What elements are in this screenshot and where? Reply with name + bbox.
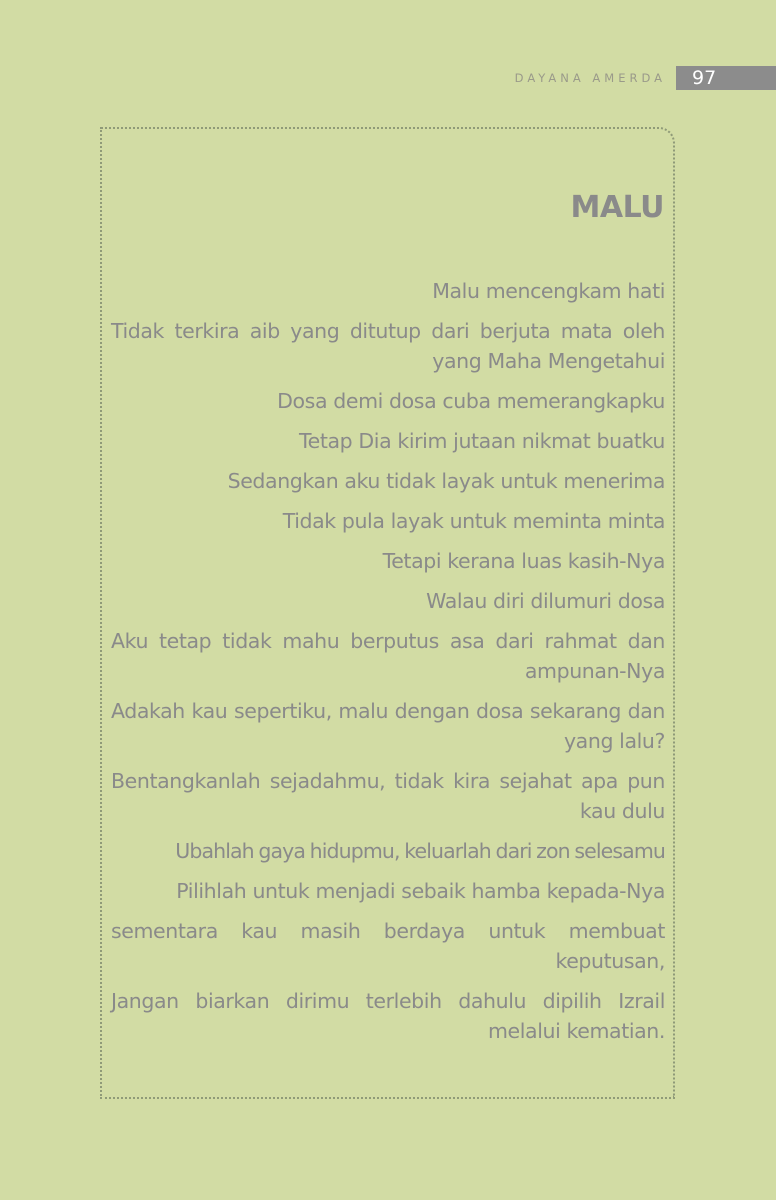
poem-line: Malu mencengkam hati xyxy=(432,279,665,303)
poem-line: Tidak terkira aib yang ditutup dari berjuta mata oleh yang Maha Mengetahui xyxy=(111,319,665,373)
poem-line: Pilihlah untuk menjadi sebaik hamba kepada-Nya xyxy=(176,879,665,903)
poem-line: Dosa demi dosa cuba memerangkapku xyxy=(277,389,665,413)
page-header xyxy=(0,66,776,90)
poem-line: Walau diri dilumuri dosa xyxy=(426,589,665,613)
poem-line: Aku tetap tidak mahu berputus asa dari rahmat dan ampunan-Nya xyxy=(111,629,665,683)
poem-line: Jangan biarkan dirimu terlebih dahulu dipilih Izrail melalui kematian. xyxy=(111,989,665,1043)
poem-line: Tidak pula layak untuk meminta minta xyxy=(282,509,665,533)
poem-body xyxy=(111,276,665,1056)
poem-line: Ubahlah gaya hidupmu, keluarlah dari zon selesamu xyxy=(175,839,665,863)
poem-title: MALU xyxy=(570,190,664,225)
page-number: 97 xyxy=(692,67,717,89)
poem-line: Adakah kau sepertiku, malu dengan dosa sekarang dan yang lalu? xyxy=(111,699,665,753)
poem-line: Bentangkanlah sejadahmu, tidak kira sejahat apa pun kau dulu xyxy=(111,769,665,823)
poem-line: Tetap Dia kirim jutaan nikmat buatku xyxy=(299,429,665,453)
poem-line: Tetapi kerana luas kasih-Nya xyxy=(382,549,665,573)
poem-line: sementara kau masih berdaya untuk membuat keputusan, xyxy=(111,919,665,973)
page-number-badge xyxy=(676,66,776,90)
poem-line: Sedangkan aku tidak layak untuk menerima xyxy=(227,469,665,493)
author-name: DAYANA AMERDA xyxy=(514,71,666,85)
